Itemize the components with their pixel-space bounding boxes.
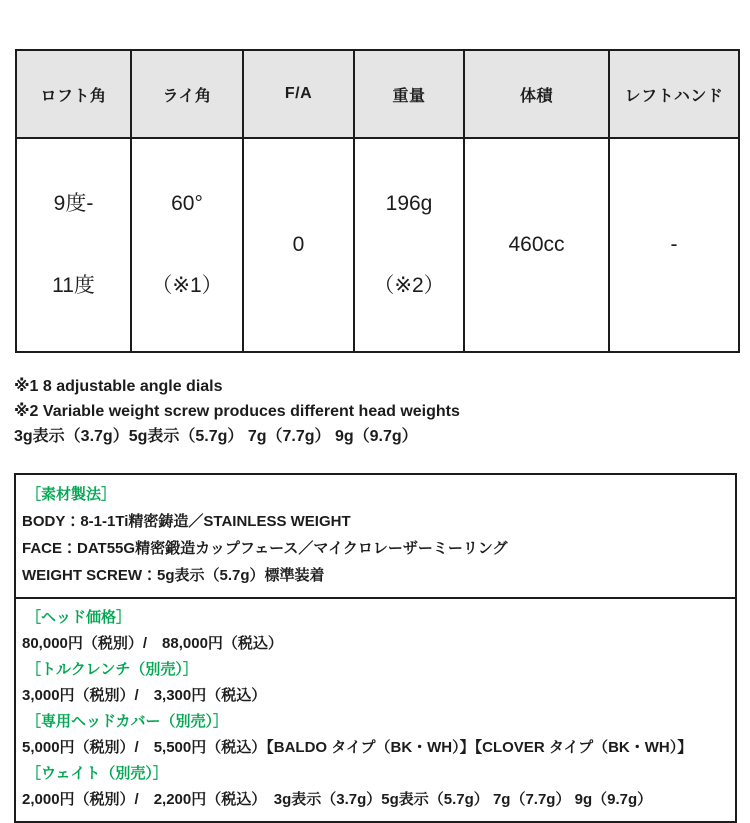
weight-option-heading: ［ウェイト（別売）］ bbox=[26, 765, 168, 782]
col-header-left-hand: レフトハンド bbox=[609, 50, 739, 138]
col-header-volume: 体積 bbox=[464, 50, 609, 138]
loft-angle-line-2: 11度 bbox=[52, 274, 95, 297]
footnote-1: ※1 8 adjustable angle dials bbox=[14, 378, 223, 395]
footnote-weights: 3g表示（3.7g）5g表示（5.7g） 7g（7.7g） 9g（9.7g） bbox=[14, 428, 418, 445]
weight-option-body: 2,000円（税別）/ 2,200円（税込） 3g表示（3.7g）5g表示（5.7g） 7g（7.7g） 9g（9.7g） bbox=[22, 791, 653, 808]
volume-value: 460cc bbox=[508, 233, 565, 256]
headcover-body: 5,000円（税別）/ 5,500円（税込）【BALDO タイプ（BK・WH）】【CLOVER タイプ（BK・WH）】 bbox=[22, 739, 693, 756]
spec-sheet-page bbox=[0, 49, 750, 808]
cell-left-hand bbox=[609, 138, 739, 352]
weight-line-1: 196g bbox=[385, 192, 433, 215]
price-box bbox=[14, 597, 737, 823]
cell-loft-angle bbox=[16, 138, 131, 352]
head-price-body: 80,000円（税別）/ 88,000円（税込） bbox=[22, 635, 283, 652]
material-body-line: BODY：8-1-1Ti精密鋳造／STAINLESS WEIGHT bbox=[22, 513, 351, 530]
cell-weight bbox=[354, 138, 464, 352]
spec-table-header bbox=[16, 50, 739, 138]
spec-table bbox=[15, 49, 740, 353]
material-face-line: FACE：DAT55G精密鍛造カップフェース／マイクロレーザーミーリング bbox=[22, 540, 508, 557]
footnote-2: ※2 Variable weight screw produces different head weights bbox=[14, 403, 460, 420]
spec-data-row bbox=[16, 138, 739, 352]
cell-lie-angle bbox=[131, 138, 243, 352]
footnotes bbox=[14, 374, 750, 449]
headcover-heading: ［専用ヘッドカバー（別売）］ bbox=[26, 713, 229, 730]
material-heading: ［素材製法］ bbox=[26, 486, 117, 503]
lie-angle-line-1: 60° bbox=[171, 192, 203, 215]
loft-angle-line-1: 9度- bbox=[53, 192, 94, 215]
cell-volume bbox=[464, 138, 609, 352]
material-box bbox=[14, 473, 737, 599]
fa-value: 0 bbox=[292, 233, 305, 256]
col-header-lie-angle: ライ角 bbox=[131, 50, 243, 138]
col-header-loft-angle: ロフト角 bbox=[16, 50, 131, 138]
weight-line-2: （※2） bbox=[373, 274, 445, 297]
col-header-fa: F/A bbox=[243, 50, 354, 138]
lie-angle-line-2: （※1） bbox=[151, 274, 223, 297]
col-header-weight: 重量 bbox=[354, 50, 464, 138]
torque-wrench-body: 3,000円（税別）/ 3,300円（税込） bbox=[22, 687, 267, 704]
left-hand-value: - bbox=[670, 233, 678, 256]
material-screw-line: WEIGHT SCREW：5g表示（5.7g）標準装着 bbox=[22, 567, 325, 584]
cell-fa bbox=[243, 138, 354, 352]
head-price-heading: ［ヘッド価格］ bbox=[26, 609, 132, 626]
spec-header-row bbox=[16, 50, 739, 138]
torque-wrench-heading: ［トルクレンチ（別売）］ bbox=[26, 661, 198, 678]
